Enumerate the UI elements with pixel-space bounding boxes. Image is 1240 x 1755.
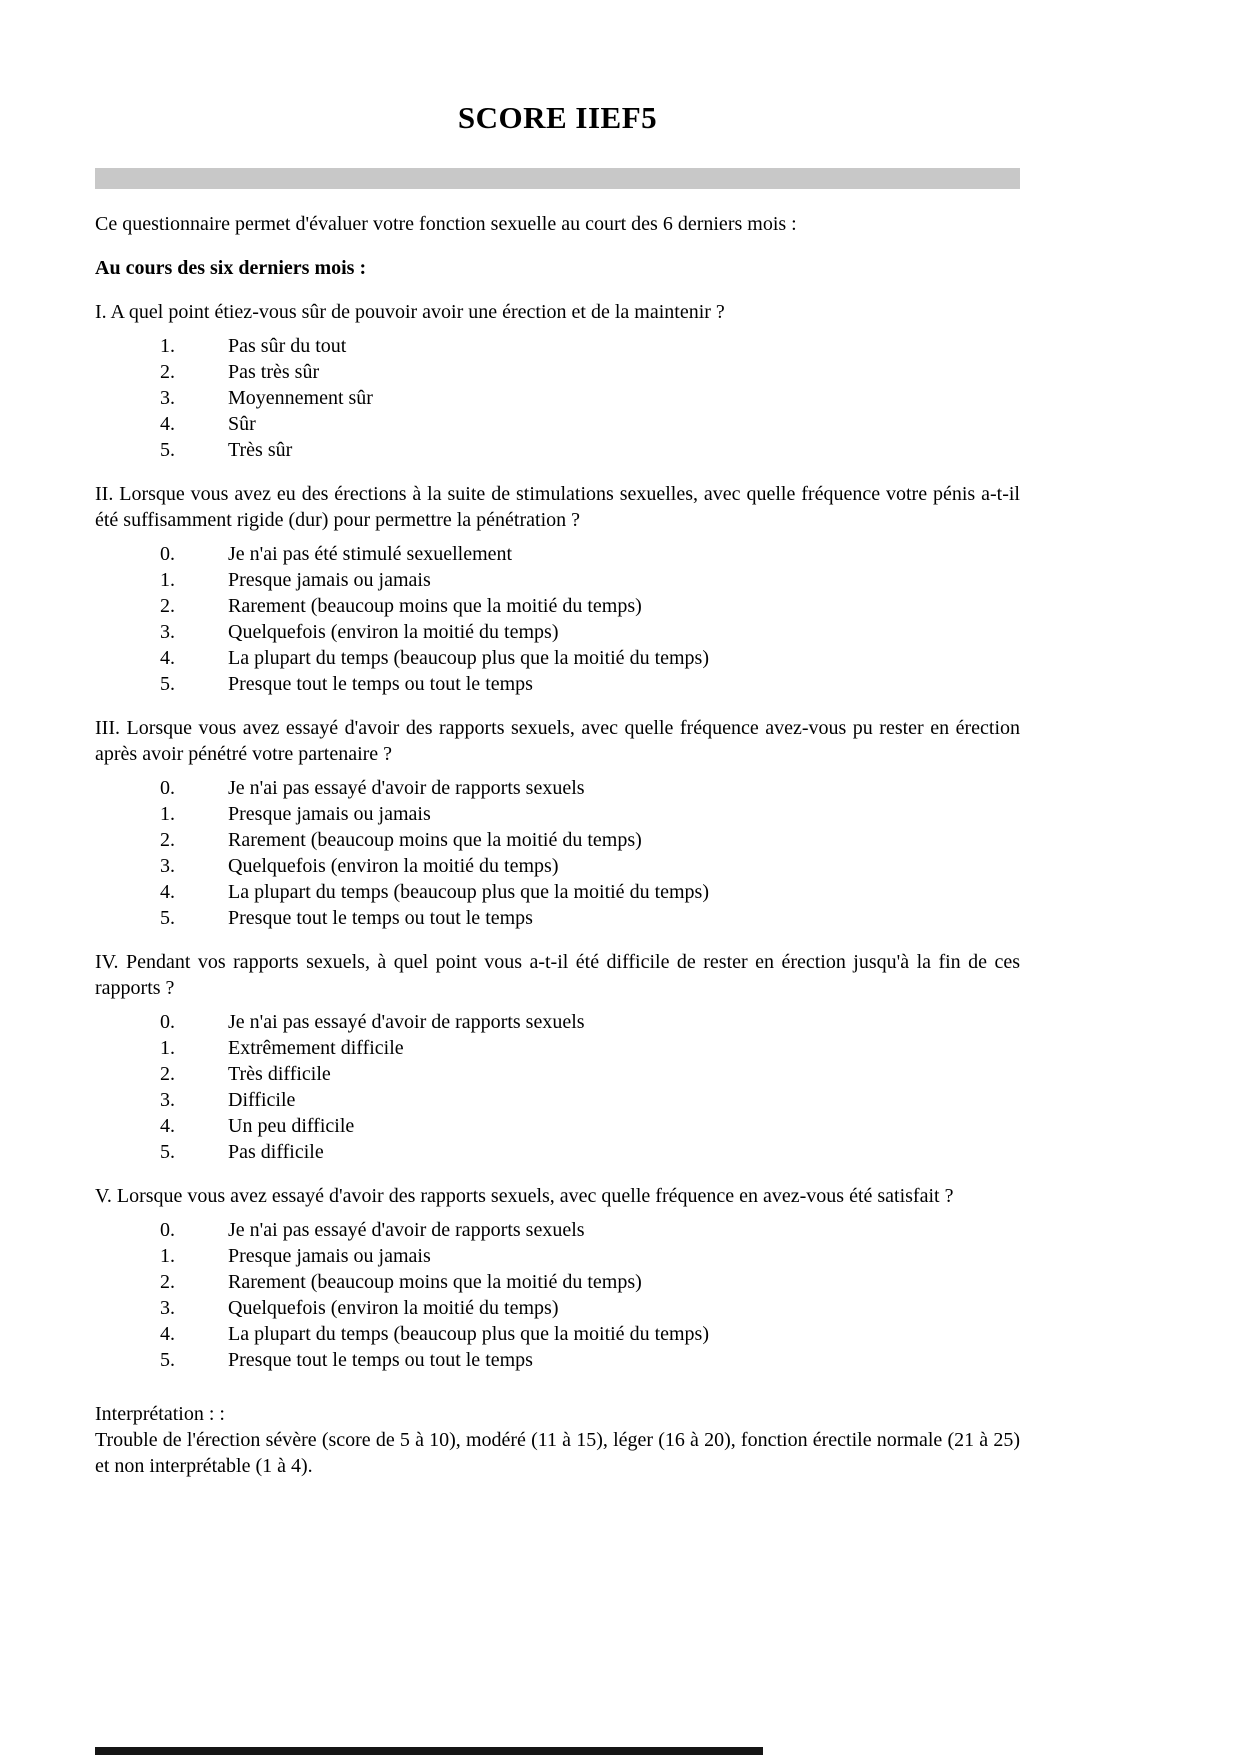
option-row	[160, 567, 1020, 593]
option-number: 5.	[160, 907, 175, 929]
option-label: Pas difficile	[228, 1141, 324, 1163]
option-number: 4.	[160, 647, 175, 669]
document-content	[95, 0, 1020, 1479]
option-label: La plupart du temps (beaucoup plus que la moitié du temps)	[228, 881, 709, 903]
page-title: SCORE IIEF5	[457, 100, 658, 135]
option-list	[95, 333, 1020, 463]
option-number: 1.	[160, 335, 175, 357]
option-list	[95, 775, 1020, 931]
option-number: 5.	[160, 1141, 175, 1163]
option-number: 3.	[160, 387, 175, 409]
option-number: 3.	[160, 1297, 175, 1319]
footer-bar	[95, 1747, 763, 1755]
option-row	[160, 1347, 1020, 1373]
option-label: Extrêmement difficile	[228, 1037, 404, 1059]
interpretation-heading: Interprétation : :	[95, 1403, 225, 1425]
option-list	[95, 1217, 1020, 1373]
question-3	[95, 715, 1020, 931]
option-label: Très sûr	[228, 439, 293, 461]
option-row	[160, 879, 1020, 905]
option-row	[160, 1139, 1020, 1165]
option-number: 4.	[160, 1115, 175, 1137]
question-2	[95, 481, 1020, 697]
interpretation-text: Trouble de l'érection sévère (score de 5 à 10), modéré (11 à 15), léger (16 à 20), fonction érectile normale (21 à 25) et non interprétable (1 à 4).	[95, 1429, 1020, 1477]
option-number: 1.	[160, 1245, 175, 1267]
option-row	[160, 411, 1020, 437]
question-5	[95, 1183, 1020, 1373]
option-label: La plupart du temps (beaucoup plus que la moitié du temps)	[228, 1323, 709, 1345]
option-number: 4.	[160, 881, 175, 903]
option-row	[160, 905, 1020, 931]
option-label: Difficile	[228, 1089, 296, 1111]
option-number: 5.	[160, 439, 175, 461]
option-row	[160, 853, 1020, 879]
option-row	[160, 775, 1020, 801]
question-4	[95, 949, 1020, 1165]
period-subheading: Au cours des six derniers mois :	[95, 257, 367, 279]
option-number: 3.	[160, 855, 175, 877]
option-label: Presque tout le temps ou tout le temps	[228, 907, 533, 929]
option-label: Quelquefois (environ la moitié du temps)	[228, 855, 559, 877]
option-row	[160, 671, 1020, 697]
intro-text: Ce questionnaire permet d'évaluer votre fonction sexuelle au court des 6 derniers mois :	[95, 213, 797, 235]
option-number: 0.	[160, 543, 175, 565]
option-row	[160, 1113, 1020, 1139]
option-label: Pas très sûr	[228, 361, 320, 383]
option-label: Presque tout le temps ou tout le temps	[228, 673, 533, 695]
option-row	[160, 593, 1020, 619]
option-row	[160, 1035, 1020, 1061]
option-row	[160, 1269, 1020, 1295]
option-number: 3.	[160, 621, 175, 643]
option-label: Presque jamais ou jamais	[228, 1245, 431, 1267]
option-label: Rarement (beaucoup moins que la moitié du temps)	[228, 1271, 642, 1293]
option-number: 4.	[160, 1323, 175, 1345]
option-row	[160, 1217, 1020, 1243]
option-row	[160, 359, 1020, 385]
option-list	[95, 1009, 1020, 1165]
option-label: Rarement (beaucoup moins que la moitié du temps)	[228, 829, 642, 851]
option-row	[160, 1061, 1020, 1087]
option-number: 2.	[160, 1271, 175, 1293]
option-number: 1.	[160, 569, 175, 591]
interpretation-section	[95, 1401, 1020, 1479]
option-row	[160, 1295, 1020, 1321]
question-text: II. Lorsque vous avez eu des érections à la suite de stimulations sexuelles, avec quelle fréquence votre pénis a-t-il été suffisamment rigide (dur) pour permettre la pénétration ?	[95, 483, 1020, 531]
option-label: Je n'ai pas été stimulé sexuellement	[228, 543, 513, 565]
question-text: I. A quel point étiez-vous sûr de pouvoir avoir une érection et de la maintenir ?	[95, 301, 725, 323]
option-number: 2.	[160, 361, 175, 383]
option-label: Moyennement sûr	[228, 387, 373, 409]
option-row	[160, 1243, 1020, 1269]
option-label: Un peu difficile	[228, 1115, 355, 1137]
question-1	[95, 299, 1020, 463]
option-row	[160, 801, 1020, 827]
option-number: 2.	[160, 829, 175, 851]
header-rule-bar	[95, 168, 1020, 189]
option-row	[160, 1009, 1020, 1035]
question-text: III. Lorsque vous avez essayé d'avoir des rapports sexuels, avec quelle fréquence avez-vous pu rester en érection après avoir pénétré votre partenaire ?	[95, 717, 1020, 765]
question-text: IV. Pendant vos rapports sexuels, à quel point vous a-t-il été difficile de rester en érection jusqu'à la fin de ces rapports ?	[95, 951, 1020, 999]
option-label: Quelquefois (environ la moitié du temps)	[228, 1297, 559, 1319]
option-label: La plupart du temps (beaucoup plus que la moitié du temps)	[228, 647, 709, 669]
option-label: Je n'ai pas essayé d'avoir de rapports sexuels	[228, 1219, 585, 1241]
option-number: 0.	[160, 777, 175, 799]
option-number: 0.	[160, 1011, 175, 1033]
option-label: Je n'ai pas essayé d'avoir de rapports sexuels	[228, 1011, 585, 1033]
option-row	[160, 1087, 1020, 1113]
option-row	[160, 619, 1020, 645]
option-number: 4.	[160, 413, 175, 435]
option-row	[160, 437, 1020, 463]
option-row	[160, 333, 1020, 359]
option-label: Sûr	[228, 413, 256, 435]
question-text: V. Lorsque vous avez essayé d'avoir des rapports sexuels, avec quelle fréquence en avez-vous été satisfait ?	[95, 1185, 954, 1207]
option-row	[160, 385, 1020, 411]
option-number: 5.	[160, 1349, 175, 1371]
option-row	[160, 541, 1020, 567]
option-number: 2.	[160, 1063, 175, 1085]
option-label: Pas sûr du tout	[228, 335, 347, 357]
option-label: Quelquefois (environ la moitié du temps)	[228, 621, 559, 643]
option-number: 2.	[160, 595, 175, 617]
option-number: 0.	[160, 1219, 175, 1241]
option-row	[160, 1321, 1020, 1347]
option-number: 3.	[160, 1089, 175, 1111]
option-label: Je n'ai pas essayé d'avoir de rapports sexuels	[228, 777, 585, 799]
option-label: Très difficile	[228, 1063, 331, 1085]
option-number: 1.	[160, 803, 175, 825]
option-label: Presque jamais ou jamais	[228, 803, 431, 825]
option-number: 5.	[160, 673, 175, 695]
option-list	[95, 541, 1020, 697]
option-row	[160, 827, 1020, 853]
option-label: Presque jamais ou jamais	[228, 569, 431, 591]
option-row	[160, 645, 1020, 671]
option-number: 1.	[160, 1037, 175, 1059]
option-label: Presque tout le temps ou tout le temps	[228, 1349, 533, 1371]
option-label: Rarement (beaucoup moins que la moitié du temps)	[228, 595, 642, 617]
